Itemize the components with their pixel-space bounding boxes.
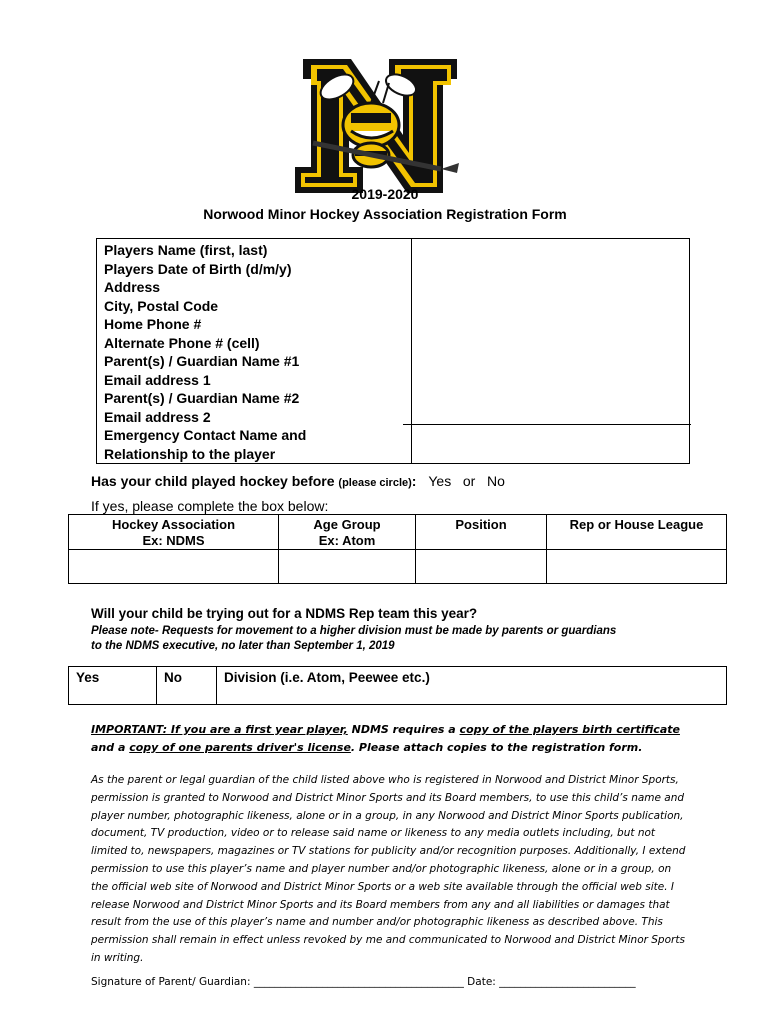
entry-cell[interactable]	[547, 550, 727, 584]
field-label: Address	[104, 279, 161, 295]
tryout-question: Will your child be trying out for a NDMS Rep team this year?	[91, 606, 478, 621]
field-labels-column	[97, 239, 412, 464]
form-title: Norwood Minor Hockey Association Registration Form	[203, 206, 567, 222]
tryout-yes-cell[interactable]: Yes	[69, 667, 157, 705]
tryout-no-cell[interactable]: No	[157, 667, 217, 705]
field-label: Email address 2	[104, 408, 211, 425]
table-divider	[403, 424, 691, 425]
entry-cell[interactable]	[69, 550, 279, 584]
field-label: Alternate Phone # (cell)	[104, 334, 260, 351]
field-label: Relationship to the player	[104, 445, 276, 462]
player-info-entry-field[interactable]	[412, 239, 690, 464]
hockey-history-table	[68, 514, 727, 584]
form-year: 2019-2020	[351, 186, 419, 202]
signature-line[interactable]: Signature of Parent/ Guardian: ________________________________________ Date: __________________________	[91, 976, 636, 988]
field-label: Players Date of Birth (d/m/y)	[104, 260, 292, 277]
entry-cell[interactable]	[416, 550, 547, 584]
field-label: Home Phone #	[104, 316, 202, 332]
header-age-group: Age Group Ex: Atom	[279, 515, 416, 550]
entry-cell[interactable]	[279, 550, 416, 584]
tryout-division-cell[interactable]: Division (i.e. Atom, Peewee etc.)	[217, 667, 727, 705]
permission-paragraph: As the parent or legal guardian of the child listed above who is registered in Norwood and District Minor Sports, permission is granted to Norwood and District Minor Sports and its Board members, to use this child’s name and player number, photographic likeness, alone or in a group, in any Norwood and District Minor Sports publication, document, TV production, video or to release said name or likeness to any media outlets including, but not limited to, newspapers, magazines or TV stations for publicity and/or recognition purposes. Additionally, I extend permission to use this player’s name and player number and/or photographic likeness, alone or in a group, on the official web site of Norwood and District Minor Sports or a web site available through the official web site. I release Norwood and District Minor Sports and its Board members from any and all liabilities or damages that result from the use of this player’s name and number and/or photographic likeness as described above. This permission shall remain in effect unless revoked by me and communicated to Norwood and District Minor Sports in writing.	[91, 774, 686, 964]
field-label: Emergency Contact Name and	[104, 427, 307, 443]
field-label: Parent(s) / Guardian Name #2	[104, 390, 300, 406]
header-position: Position	[416, 515, 547, 550]
norwood-bee-logo-icon	[291, 47, 468, 200]
player-info-table	[96, 238, 690, 464]
played-before-question: Has your child played hockey before (please circle): Yes or No	[91, 473, 505, 489]
field-label: Email address 1	[104, 371, 211, 388]
field-label: City, Postal Code	[104, 297, 219, 314]
important-notice: IMPORTANT: If you are a first year player, NDMS requires a copy of the players birth certificate and a copy of one parents driver's license. Please attach copies to the registration form.	[91, 723, 680, 754]
tryout-note: Please note- Requests for movement to a higher division must be made by parents or guardians to the NDMS executive, no later than September 1, 2019	[91, 625, 617, 652]
header-rep-or-house: Rep or House League	[547, 515, 727, 550]
tryout-table	[68, 666, 727, 705]
yes-no-options[interactable]: Yes or No	[428, 473, 505, 489]
if-yes-instruction: If yes, please complete the box below:	[91, 498, 329, 514]
field-label: Parent(s) / Guardian Name #1	[104, 353, 300, 369]
field-label: Players Name (first, last)	[104, 242, 268, 258]
header-hockey-association: Hockey Association Ex: NDMS	[69, 515, 279, 550]
